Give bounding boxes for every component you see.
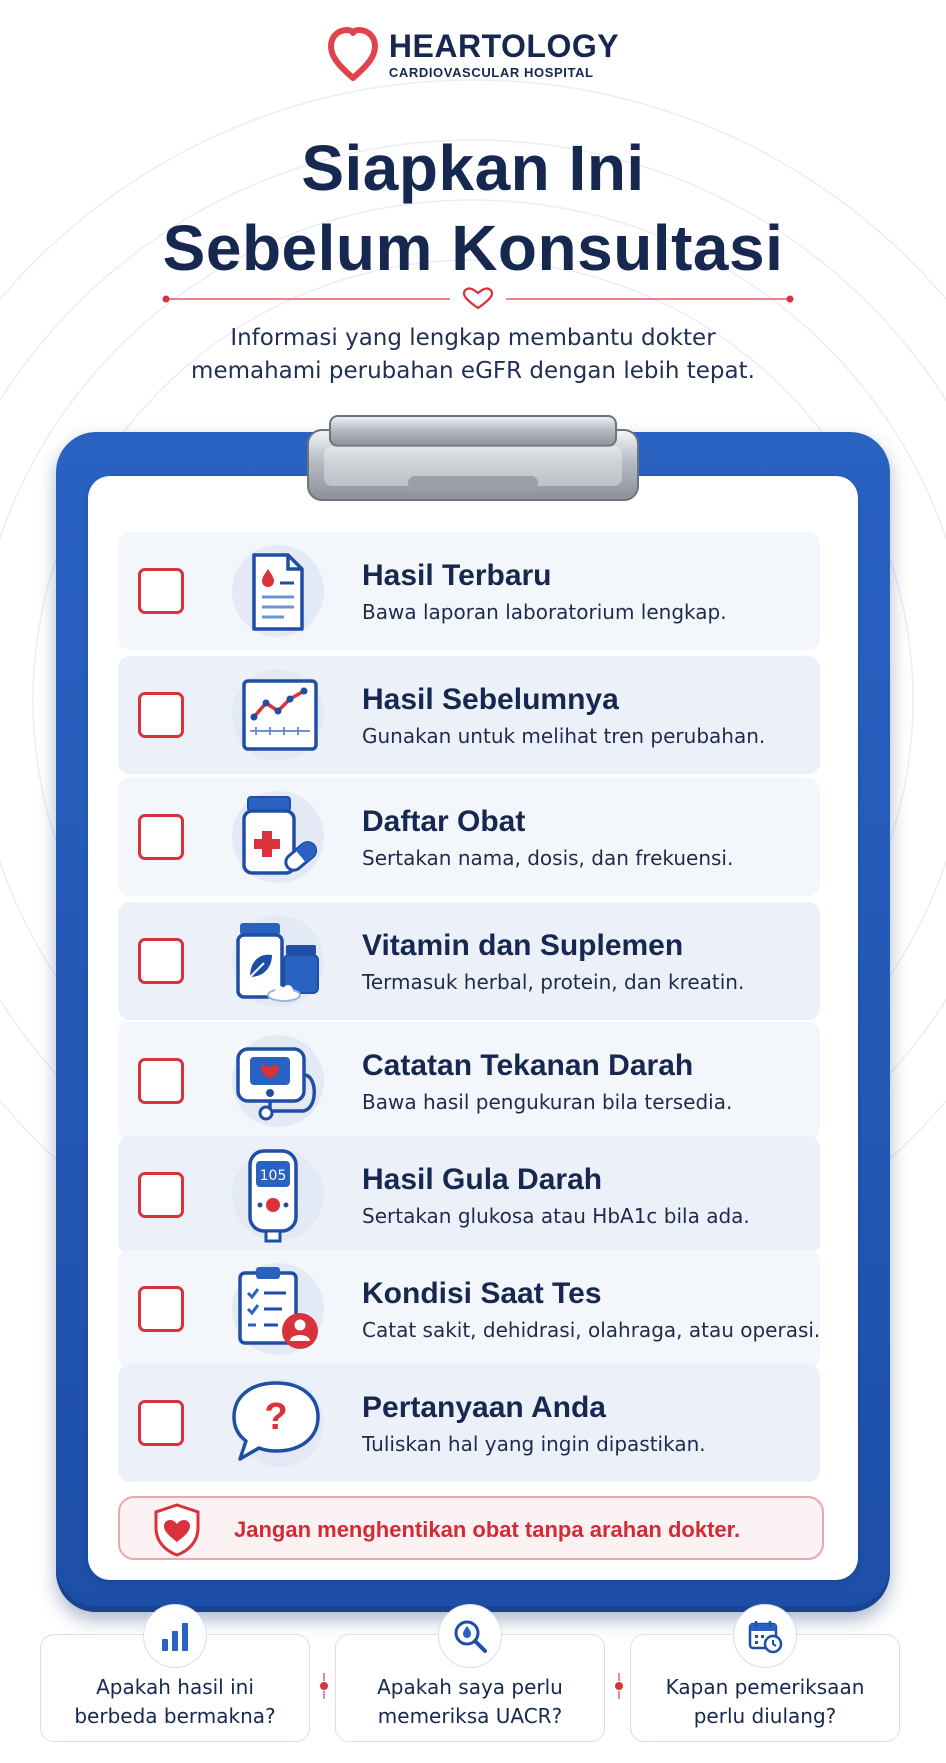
checkbox[interactable] xyxy=(138,1286,184,1332)
title-line-1: Siapkan Ini xyxy=(301,132,645,204)
checkbox[interactable] xyxy=(138,938,184,984)
question-line-1: Apakah saya perlu xyxy=(377,1675,563,1699)
item-description: Sertakan glukosa atau HbA1c bila ada. xyxy=(362,1204,750,1228)
calendar-clock-icon xyxy=(733,1604,797,1668)
brand-subtitle: CARDIOVASCULAR HOSPITAL xyxy=(388,64,594,80)
page-title xyxy=(0,128,946,288)
heart-divider xyxy=(160,286,796,312)
item-description: Sertakan nama, dosis, dan frekuensi. xyxy=(362,846,734,870)
checkbox[interactable] xyxy=(138,1058,184,1104)
checklist-item[interactable] xyxy=(118,1136,820,1254)
checklist-item[interactable] xyxy=(118,532,820,650)
checkbox[interactable] xyxy=(138,1400,184,1446)
item-description: Catat sakit, dehidrasi, olahraga, atau operasi. xyxy=(362,1318,821,1342)
heart-shield-icon xyxy=(150,1502,204,1558)
warning-banner xyxy=(118,1496,824,1560)
checklist-item[interactable] xyxy=(118,778,820,896)
item-title: Hasil Gula Darah xyxy=(362,1163,603,1196)
clipboard-person-icon xyxy=(226,1259,326,1359)
checkbox[interactable] xyxy=(138,692,184,738)
warning-text: Jangan menghentikan obat tanpa arahan dokter. xyxy=(234,1517,741,1542)
checkbox[interactable] xyxy=(138,1172,184,1218)
question-line-2: perlu diulang? xyxy=(693,1704,837,1728)
checklist-item[interactable] xyxy=(118,1022,820,1140)
glucose-reading: 105 xyxy=(259,1168,287,1184)
question-line-2: berbeda bermakna? xyxy=(74,1704,276,1728)
checklist-item[interactable] xyxy=(118,1250,820,1368)
heart-pin-logo-icon xyxy=(327,26,379,82)
subtitle-line-2: memahami perubahan eGFR dengan lebih tepat. xyxy=(191,358,755,384)
question-text xyxy=(41,1673,309,1731)
subtitle-line-1: Informasi yang lengkap membantu dokter xyxy=(230,325,716,351)
checklist-item[interactable] xyxy=(118,902,820,1020)
bar-chart-icon xyxy=(143,1604,207,1668)
brand-logo xyxy=(0,26,946,82)
item-description: Bawa laporan laboratorium lengkap. xyxy=(362,600,727,624)
lab-report-icon xyxy=(226,541,326,641)
supplement-jars-icon xyxy=(226,911,326,1011)
item-description: Bawa hasil pengukuran bila tersedia. xyxy=(362,1090,733,1114)
checklist-item[interactable] xyxy=(118,656,820,774)
checklist-item[interactable] xyxy=(118,1364,820,1482)
magnifier-drop-icon xyxy=(438,1604,502,1668)
question-line-1: Apakah hasil ini xyxy=(96,1675,254,1699)
item-title: Hasil Terbaru xyxy=(362,559,552,592)
item-description: Gunakan untuk melihat tren perubahan. xyxy=(362,724,766,748)
checkbox[interactable] xyxy=(138,568,184,614)
item-title: Kondisi Saat Tes xyxy=(362,1277,602,1310)
title-line-2: Sebelum Konsultasi xyxy=(162,212,784,284)
item-title: Catatan Tekanan Darah xyxy=(362,1049,694,1082)
clipboard-clip-icon xyxy=(288,410,658,510)
item-title: Vitamin dan Suplemen xyxy=(362,929,684,962)
item-title: Hasil Sebelumnya xyxy=(362,683,619,716)
checkbox[interactable] xyxy=(138,814,184,860)
separator-dot xyxy=(615,1682,623,1690)
question-line-2: memeriksa UACR? xyxy=(377,1704,563,1728)
blood-pressure-monitor-icon xyxy=(226,1031,326,1131)
svg-text:?: ? xyxy=(264,1396,288,1438)
question-text xyxy=(336,1673,604,1731)
item-description: Tuliskan hal yang ingin dipastikan. xyxy=(362,1432,706,1456)
brand-name: HEARTOLOGY xyxy=(388,27,620,64)
item-title: Daftar Obat xyxy=(362,805,526,838)
question-bubble-icon xyxy=(226,1373,326,1473)
question-line-1: Kapan pemeriksaan xyxy=(665,1675,865,1699)
separator-dot xyxy=(320,1682,328,1690)
trend-chart-icon xyxy=(226,665,326,765)
question-text xyxy=(631,1673,899,1731)
glucose-meter-icon xyxy=(226,1145,326,1245)
item-description: Termasuk herbal, protein, dan kreatin. xyxy=(362,970,745,994)
medicine-bottle-icon xyxy=(226,787,326,887)
item-title: Pertanyaan Anda xyxy=(362,1391,606,1424)
page-subtitle xyxy=(0,322,946,388)
